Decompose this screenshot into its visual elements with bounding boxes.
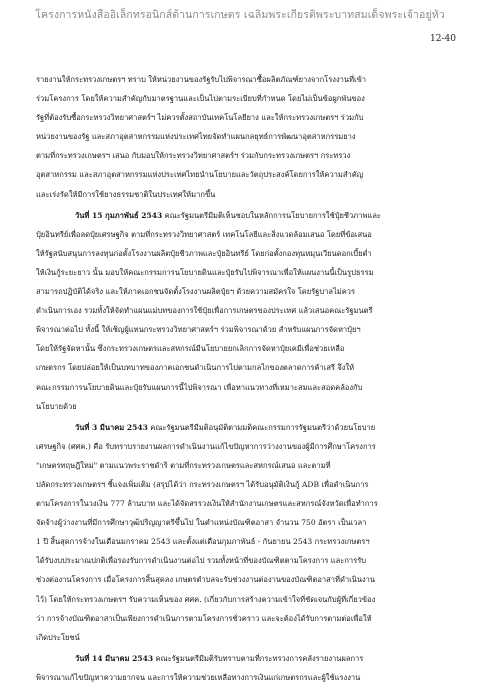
text-line: ปุ๋ยอินทรีย์เพื่อลดปุ๋ยเศรษฐกิจ ตามที่กระทรวงวิทยาศาสตร์ เทคโนโลยีและสิ่งแวดล้อมเสนอ โดยที่ข้อเสนอ xyxy=(36,229,372,239)
text-line xyxy=(36,418,456,437)
text-line: พิจารณาต่อไป ทั้งนี้ ให้เชิญผู้แทนกระทรวงวิทยาศาสตร์ฯ ร่วมพิจารณาด้วย สำหรับแผนการจัดหาปุ๋ยฯ xyxy=(36,325,361,335)
text-line: ช่วงต่องานโครงการ เมื่อโครงการสิ้นสุดลง เกษตรตำบลจะรับช่วงงานต่องานของบัณฑิตอาสาที่ดำเนินงาน xyxy=(36,575,376,585)
paragraph-rubber-policy xyxy=(36,70,456,204)
text-line: "เกษตรทฤษฎีใหม่" ตามแนวพระราชดำริ ตามที่กระทรวงเกษตรและสหกรณ์เสนอ และตามที่ xyxy=(36,460,331,470)
text-line: พิจารณาแก้ไขปัญหาความยากจน และการให้ความช่วยเหลือทางการเงินแก่เกษตรกรและผู้ใช้แรงงาน xyxy=(36,672,361,682)
paragraph-poverty-relief xyxy=(36,649,456,687)
date-heading: วันที่ 3 มีนาคม 2543 xyxy=(75,422,148,432)
text-line: ให้รัฐสนับสนุนการลงทุนก่อตั้งโรงงานผลิตปุ๋ยชีวภาพและปุ๋ยอินทรีย์ โดยก่อตั้งกองทุนหมุนเวียนดอกเบี้ยต่ำ xyxy=(36,248,372,258)
text-line: ให้เงินกู้ระยะยาว นั้น มอบให้คณะกรรมการนโยบายดินและปุ๋ยรับไปพิจารณาเพื่อให้แผนงานนี้เป็นรูปธรรม xyxy=(36,267,374,277)
text-line: เกิดประโยชน์ xyxy=(36,632,80,642)
text-line xyxy=(36,649,456,668)
text-line: หน่วยงานของรัฐ และสภาอุตสาหกรรมแห่งประเทศไทยจัดทำแผนกลยุทธ์การพัฒนาอุตสาหกรรมยาง xyxy=(36,132,356,142)
text-line: นโยบายด้วย xyxy=(36,401,77,411)
text-line: รายงานให้กระทรวงเกษตรฯ ทราบ ให้หน่วยงานของรัฐรับไปพิจารณาซื้อผลิตภัณฑ์ยางจากโรงงานที่เข้า xyxy=(36,75,366,84)
text-line: อุตสาหกรรม และสภาอุตสาหกรรมแห่งประเทศไทยนำนโยบายและวัตถุประสงค์โดยการให้ความสำคัญ xyxy=(36,170,364,180)
text-line: เศรษฐกิจ (ศศค.) คือ รับทราบรายงานผลการดำเนินงานแก้ไขปัญหาการว่างงานของผู้มีการศึกษาโครงการ xyxy=(36,441,376,451)
text-run: คณะรัฐมนตรีมีมติเห็นชอบในหลักการนโยบายการใช้ปุ๋ยชีวภาพและ xyxy=(162,210,382,220)
paragraph-new-theory-agriculture xyxy=(36,418,456,647)
text-line: ไว้) โดยให้กระทรวงเกษตรฯ รับความเห็นของ ศศค. (เกี่ยวกับการสร้างความเข้าใจที่ชัดเจนกับผู้ที่เกี่ยวข้อง xyxy=(36,594,376,604)
text-line: ได้รับงบประมาณปกติเพื่อรองรับการดำเนินงานต่อไป รวมทั้งหน้าที่ของบัณฑิตตามโครงการ และการรับ xyxy=(36,556,367,566)
text-line: จัดจ้างผู้ว่างงานที่มีการศึกษาวุฒิปริญญาตรีขึ้นไป ในตำแหน่งบัณฑิตอาสา จำนวน 750 อัตรา เป็นเวลา xyxy=(36,518,367,528)
text-line: เกษตรกร โดยปล่อยให้เป็นบทบาทของภาคเอกชนดำเนินการไปตามกลไกของตลาดการค้าเสรี จึงให้ xyxy=(36,363,355,373)
date-heading: วันที่ 15 กุมภาพันธ์ 2543 xyxy=(75,210,163,220)
text-line: ร่วมโครงการ โดยให้ความสำคัญกับมาตรฐานและเป็นไปตามระเบียบที่กำหนด โดยไม่เป็นข้อผูกพันของ xyxy=(36,94,365,104)
text-line: โดยให้รัฐจัดหานั้น ซึ่งกระทรวงเกษตรและสหกรณ์มีนโยบายยกเลิกการจัดหาปุ๋ยเคมีเพื่อช่วยเหลือ xyxy=(36,344,345,354)
page-number: 12-40 xyxy=(430,34,456,44)
text-line: และเร่งรัดให้มีการใช้ยางธรรมชาติในประเทศให้มากขึ้น xyxy=(36,189,216,199)
text-line: 1 ปี สิ้นสุดการจ้างในเดือนมกราคม 2543 และตั้งแต่เดือนกุมภาพันธ์ - กันยายน 2543 กระทรวงเกษตรฯ xyxy=(36,537,370,547)
document-header: โครงการหนังสืออิเล็กทรอนิกส์ด้านการเกษตร เฉลิมพระเกียรติพระบาทสมเด็จพระเจ้าอยู่หัว xyxy=(35,9,445,21)
text-line: ปลัดกระทรวงเกษตรฯ ชี้แจงเพิ่มเติม (สรุปได้ว่า กระทรวงเกษตรฯ ได้รับอนุมัติเงินกู้ ADB เพื่อดำเนินการ xyxy=(36,479,369,489)
text-line: สามารถปฏิบัติได้จริง และให้ภาคเอกชนจัดตั้งโรงงานผลิตปุ๋ยฯ ด้วยความสมัครใจ โดยรัฐบาลไม่ควร xyxy=(36,287,356,297)
text-line: ว่า การจ้างบัณฑิตอาสาเป็นเพียงการดำเนินการตามโครงการชั่วคราว และจะต้องได้รับการตามต่อเพื่อให้ xyxy=(36,613,372,623)
text-line: คณะกรรมการนโยบายดินและปุ๋ยรับแผนการนี้ไปพิจารณา เพื่อหาแนวทางที่เหมาะสมและสอดคล้องกับ xyxy=(36,382,363,392)
text-run: คณะรัฐมนตรีมีมติอนุมัติตามมติคณะกรรมการรัฐมนตรีว่าด้วยนโยบาย xyxy=(147,422,376,432)
document-body xyxy=(36,70,456,687)
text-run: คณะรัฐมนตรีมีมติรับทราบตามที่กระทรวงการคลังรายงานผลการ xyxy=(153,653,364,663)
paragraph-fertilizer-policy xyxy=(36,206,456,416)
text-line: ตามที่กระทรวงเกษตรฯ เสนอ กับมอบให้กระทรวงวิทยาศาสตร์ฯ ร่วมกับกระทรวงเกษตรฯ กระทรวง xyxy=(36,151,351,161)
date-heading: วันที่ 14 มีนาคม 2543 xyxy=(75,653,154,663)
text-line: รัฐที่ต้องรับซื้อกระทรวงวิทยาศาสตร์ฯ ไม่ควรตั้งสถาบันเทคโนโลยียาง และให้กระทรวงเกษตรฯ ร่วมกับ xyxy=(36,113,364,123)
text-line: ตามโครงการในวงเงิน 777 ล้านบาท และได้จัดสรรวงเงินให้สำนักงานเกษตรและสหกรณ์จังหวัดเพื่อทำการ xyxy=(36,499,378,509)
text-line xyxy=(36,206,456,225)
text-line: ดำเนินการเอง รวมทั้งให้จัดทำแผนแม่บทของการใช้ปุ๋ยเพื่อการเกษตรของประเทศ แล้วเสนอคณะรัฐมนตรี xyxy=(36,306,373,316)
